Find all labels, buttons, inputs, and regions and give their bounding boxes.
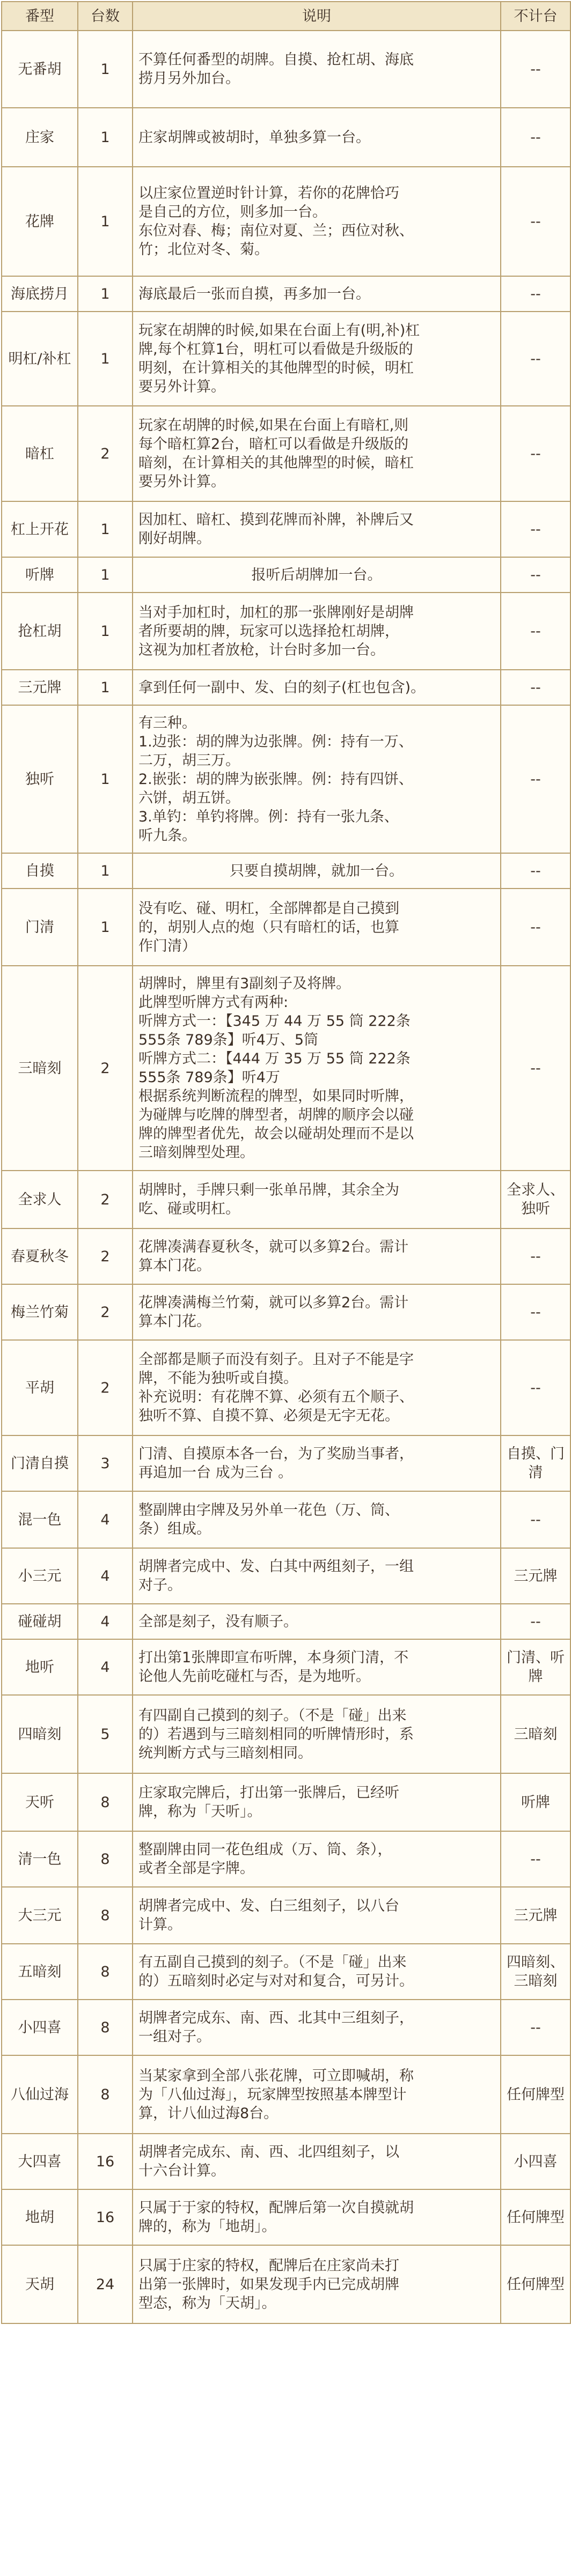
description-line: 为「八仙过海」，玩家牌型按照基本牌型计 bbox=[138, 2086, 407, 2103]
tai-count: 5 bbox=[78, 1695, 133, 1773]
description-line: 只属于庄家的特权，配牌后在庄家尚未打 bbox=[138, 2257, 399, 2274]
excluded-fan: -- bbox=[501, 889, 570, 966]
description-line: 吃、碰或明杠。 bbox=[138, 1201, 240, 1217]
fan-description bbox=[133, 2134, 501, 2189]
tai-count: 2 bbox=[78, 1228, 133, 1284]
fan-name: 清一色 bbox=[2, 1831, 78, 1887]
description-line: 统判断方式与三暗刻相同。 bbox=[138, 1744, 312, 1761]
fan-name: 天听 bbox=[2, 1773, 78, 1831]
fan-name: 自摸 bbox=[2, 853, 78, 889]
description-line: 这视为加杠者放枪，计台时多加一台。 bbox=[138, 641, 385, 658]
excluded-fan: -- bbox=[501, 557, 570, 593]
description-line: 不算任何番型的胡牌。自摸、抢杠胡、海底 bbox=[138, 51, 414, 68]
description-line: 全部是刻子，没有顺子。 bbox=[138, 1613, 298, 1630]
fan-description bbox=[133, 593, 501, 670]
fan-name: 八仙过海 bbox=[2, 2055, 78, 2134]
fan-description bbox=[133, 406, 501, 501]
fan-name: 明杠/补杠 bbox=[2, 312, 78, 406]
description-line: 论他人先前吃碰杠与否，是为地听。 bbox=[138, 1668, 370, 1685]
table-body bbox=[2, 31, 570, 2323]
fan-name: 三元牌 bbox=[2, 670, 78, 705]
tai-count: 1 bbox=[78, 705, 133, 853]
description-line: 一组对子。 bbox=[138, 2029, 211, 2045]
excluded-fan: 三元牌 bbox=[501, 1887, 570, 1944]
description-line: 没有吃、碰、明杠，全部牌都是自己摸到 bbox=[138, 900, 399, 917]
tai-count: 1 bbox=[78, 853, 133, 889]
description-line: 刚好胡牌。 bbox=[138, 530, 211, 547]
tai-count: 1 bbox=[78, 31, 133, 108]
tai-count: 1 bbox=[78, 670, 133, 705]
tai-count: 2 bbox=[78, 1284, 133, 1340]
description-line: 听牌方式一：【345 万 44 万 55 筒 222条 bbox=[138, 1013, 411, 1030]
excluded-fan: 三暗刻 bbox=[501, 1695, 570, 1773]
tai-count: 8 bbox=[78, 1773, 133, 1831]
description-line: 全部都是顺子而没有刻子。且对子不能是字 bbox=[138, 1351, 414, 1368]
excluded-fan: -- bbox=[501, 593, 570, 670]
description-line: 听九条。 bbox=[138, 827, 196, 844]
description-line: 拿到任何一副中、发、白的刻子(杠也包含)。 bbox=[138, 679, 426, 696]
excluded-fan: -- bbox=[501, 670, 570, 705]
table-row bbox=[2, 1639, 570, 1695]
excluded-fan: 四暗刻、三暗刻 bbox=[501, 1944, 570, 2000]
fan-description bbox=[133, 1604, 501, 1639]
table-row bbox=[2, 1773, 570, 1831]
tai-count: 16 bbox=[78, 2189, 133, 2245]
description-line: 有五副自己摸到的刻子。（不是「碰」出来 bbox=[138, 1954, 407, 1971]
description-line: 算本门花。 bbox=[138, 1257, 211, 1274]
description-line: 当某家拿到全部八张花牌，可立即喊胡，称 bbox=[138, 2067, 414, 2084]
fan-description bbox=[133, 966, 501, 1171]
fan-description bbox=[133, 1639, 501, 1695]
fan-name: 四暗刻 bbox=[2, 1695, 78, 1773]
tai-count: 8 bbox=[78, 1944, 133, 2000]
fan-name: 三暗刻 bbox=[2, 966, 78, 1171]
tai-count: 24 bbox=[78, 2245, 133, 2323]
excluded-fan: -- bbox=[501, 1228, 570, 1284]
excluded-fan: -- bbox=[501, 276, 570, 312]
fan-description bbox=[133, 1773, 501, 1831]
fan-description bbox=[133, 1491, 501, 1548]
fan-name: 全求人 bbox=[2, 1171, 78, 1228]
fan-name: 听牌 bbox=[2, 557, 78, 593]
fan-description bbox=[133, 1228, 501, 1284]
table-row bbox=[2, 1340, 570, 1435]
fan-description bbox=[133, 1831, 501, 1887]
excluded-fan: -- bbox=[501, 853, 570, 889]
description-line: 作门清） bbox=[138, 937, 196, 954]
description-line: 每个暗杠算2台，暗杠可以看做是升级版的 bbox=[138, 436, 409, 453]
description-line: 2.嵌张：胡的牌为嵌张牌。例：持有四饼、 bbox=[138, 771, 413, 788]
description-line: 的，胡别人点的炮（只有暗杠的话，也算 bbox=[138, 919, 399, 936]
description-line: 门清、自摸原本各一台，为了奖励当事者， bbox=[138, 1446, 414, 1462]
description-line: 花牌凑满春夏秋冬，就可以多算2台。需计 bbox=[138, 1239, 409, 1255]
description-line: 庄家取完牌后，打出第一张牌后，已经听 bbox=[138, 1785, 399, 1801]
description-line: 听牌方式二：【444 万 35 万 55 筒 222条 bbox=[138, 1050, 411, 1067]
description-line: 玩家在胡牌的时候,如果在台面上有暗杠,则 bbox=[138, 417, 409, 434]
tai-count: 1 bbox=[78, 167, 133, 276]
description-line: 算本门花。 bbox=[138, 1313, 211, 1330]
fan-name: 地胡 bbox=[2, 2189, 78, 2245]
tai-count: 1 bbox=[78, 889, 133, 966]
fan-name: 五暗刻 bbox=[2, 1944, 78, 2000]
excluded-fan: -- bbox=[501, 406, 570, 501]
description-line: 条）组成。 bbox=[138, 1521, 211, 1537]
description-line: 只要自摸胡牌，就加一台。 bbox=[230, 862, 404, 879]
excluded-fan: 门清、听牌 bbox=[501, 1639, 570, 1695]
description-line: 此牌型听牌方式有两种: bbox=[138, 994, 289, 1011]
excluded-fan: -- bbox=[501, 1491, 570, 1548]
table-row bbox=[2, 2245, 570, 2323]
table-row bbox=[2, 2189, 570, 2245]
description-line: 暗刻，在计算相关的其他牌型的时候，暗杠 bbox=[138, 455, 414, 471]
table-row bbox=[2, 670, 570, 705]
description-line: 三暗刻牌型处理。 bbox=[138, 1144, 254, 1161]
table-row bbox=[2, 167, 570, 276]
description-line: 二万，胡三万。 bbox=[138, 752, 240, 769]
excluded-fan: 三元牌 bbox=[501, 1548, 570, 1604]
fan-description bbox=[133, 2189, 501, 2245]
tai-count: 8 bbox=[78, 1887, 133, 1944]
description-line: 牌，称为「天听」。 bbox=[138, 1803, 262, 1820]
fan-name: 天胡 bbox=[2, 2245, 78, 2323]
tai-count: 1 bbox=[78, 312, 133, 406]
tai-count: 1 bbox=[78, 276, 133, 312]
fan-name: 大三元 bbox=[2, 1887, 78, 1944]
table-row bbox=[2, 853, 570, 889]
tai-count: 8 bbox=[78, 2000, 133, 2055]
fan-name: 海底捞月 bbox=[2, 276, 78, 312]
fan-description bbox=[133, 705, 501, 853]
description-line: 当对手加杠时，加杠的那一张牌刚好是胡牌 bbox=[138, 604, 414, 621]
fan-name: 春夏秋冬 bbox=[2, 1228, 78, 1284]
excluded-fan: -- bbox=[501, 1604, 570, 1639]
fan-name: 混一色 bbox=[2, 1491, 78, 1548]
description-line: 胡牌时，手牌只剩一张单吊牌，其余全为 bbox=[138, 1182, 399, 1198]
tai-count: 1 bbox=[78, 557, 133, 593]
description-line: 东位对春、梅；南位对夏、兰；西位对秋、 bbox=[138, 223, 414, 239]
fan-name: 花牌 bbox=[2, 167, 78, 276]
fan-description bbox=[133, 853, 501, 889]
excluded-fan: 自摸、门清 bbox=[501, 1435, 570, 1491]
description-line: 胡牌时，牌里有3副刻子及将牌。 bbox=[138, 975, 351, 992]
fan-description bbox=[133, 889, 501, 966]
description-line: 只属于于家的特权，配牌后第一次自摸就胡 bbox=[138, 2200, 414, 2216]
description-line: 的）五暗刻时必定与对对和复合，可另计。 bbox=[138, 1973, 414, 1989]
table-row bbox=[2, 705, 570, 853]
description-line: 捞月另外加台。 bbox=[138, 70, 240, 87]
table-row bbox=[2, 312, 570, 406]
fan-name: 暗杠 bbox=[2, 406, 78, 501]
fan-name: 无番胡 bbox=[2, 31, 78, 108]
fan-description bbox=[133, 1695, 501, 1773]
header-row bbox=[2, 2, 570, 31]
description-line: 或者全部是字牌。 bbox=[138, 1860, 254, 1877]
description-line: 的）若遇到与三暗刻相同的听牌情形时，系 bbox=[138, 1726, 414, 1743]
excluded-fan: -- bbox=[501, 108, 570, 167]
description-line: 是自己的方位，则多加一台。 bbox=[138, 204, 327, 220]
description-line: 牌的牌型者优先，故会以碰胡处理而不是以 bbox=[138, 1126, 414, 1142]
fan-description bbox=[133, 31, 501, 108]
fan-name: 抢杠胡 bbox=[2, 593, 78, 670]
fan-description bbox=[133, 1944, 501, 2000]
fan-description bbox=[133, 108, 501, 167]
description-line: 牌，不能为独听或自摸。 bbox=[138, 1370, 298, 1387]
fan-description bbox=[133, 1548, 501, 1604]
excluded-fan: -- bbox=[501, 2000, 570, 2055]
description-line: 要另外计算。 bbox=[138, 379, 225, 395]
description-line: 牌,每个杠算1台，明杠可以看做是升级版的 bbox=[138, 341, 413, 358]
description-line: 算，计八仙过海8台。 bbox=[138, 2105, 279, 2122]
tai-count: 4 bbox=[78, 1548, 133, 1604]
description-line: 出第一张牌时，如果发现手内已完成胡牌 bbox=[138, 2276, 399, 2293]
fan-description bbox=[133, 1887, 501, 1944]
description-line: 胡牌者完成中、发、白其中两组刻子，一组 bbox=[138, 1558, 414, 1575]
excluded-fan: -- bbox=[501, 705, 570, 853]
description-line: 补充说明：有花牌不算、必须有五个顺子、 bbox=[138, 1389, 414, 1405]
description-line: 以庄家位置逆时针计算，若你的花牌恰巧 bbox=[138, 185, 399, 202]
description-line: 打出第1张牌即宣布听牌，本身须门清，不 bbox=[138, 1649, 409, 1666]
excluded-fan: -- bbox=[501, 167, 570, 276]
excluded-fan: 任何牌型 bbox=[501, 2245, 570, 2323]
fan-description bbox=[133, 670, 501, 705]
fan-description bbox=[133, 2055, 501, 2134]
tai-count: 8 bbox=[78, 1831, 133, 1887]
table-row bbox=[2, 557, 570, 593]
tai-count: 3 bbox=[78, 1435, 133, 1491]
table-row bbox=[2, 1604, 570, 1639]
fan-description bbox=[133, 312, 501, 406]
table-row bbox=[2, 406, 570, 501]
tai-count: 8 bbox=[78, 2055, 133, 2134]
description-line: 花牌凑满梅兰竹菊，就可以多算2台。需计 bbox=[138, 1294, 409, 1311]
fan-description bbox=[133, 1340, 501, 1435]
description-line: 报听后胡牌加一台。 bbox=[251, 566, 382, 583]
tai-count: 2 bbox=[78, 966, 133, 1171]
excluded-fan: -- bbox=[501, 966, 570, 1171]
table-row bbox=[2, 2000, 570, 2055]
fan-name: 庄家 bbox=[2, 108, 78, 167]
description-line: 再追加一台 成为三台 。 bbox=[138, 1464, 293, 1481]
excluded-fan: -- bbox=[501, 1340, 570, 1435]
table-row bbox=[2, 1887, 570, 1944]
fan-description bbox=[133, 557, 501, 593]
table-row bbox=[2, 1435, 570, 1491]
excluded-fan: -- bbox=[501, 1831, 570, 1887]
header-description: 说明 bbox=[133, 2, 501, 31]
fan-name: 门清自摸 bbox=[2, 1435, 78, 1491]
table-row bbox=[2, 2134, 570, 2189]
table-row bbox=[2, 2055, 570, 2134]
description-line: 555条 789条】听4万 bbox=[138, 1069, 280, 1086]
description-line: 3.单钓：单钓将牌。例：持有一张九条、 bbox=[138, 808, 399, 825]
description-line: 胡牌者完成东、南、西、北其中三组刻子， bbox=[138, 2010, 414, 2026]
header-excluded: 不计台 bbox=[501, 2, 570, 31]
description-line: 十六台计算。 bbox=[138, 2163, 225, 2179]
fan-description bbox=[133, 1435, 501, 1491]
fan-name: 小三元 bbox=[2, 1548, 78, 1604]
description-line: 海底最后一张而自摸，再多加一台。 bbox=[138, 285, 370, 302]
fan-name: 平胡 bbox=[2, 1340, 78, 1435]
tai-count: 1 bbox=[78, 593, 133, 670]
fan-name: 独听 bbox=[2, 705, 78, 853]
fan-name: 碰碰胡 bbox=[2, 1604, 78, 1639]
description-line: 有三种。 bbox=[138, 714, 196, 731]
fan-name: 小四喜 bbox=[2, 2000, 78, 2055]
table-row bbox=[2, 1171, 570, 1228]
fan-name: 梅兰竹菊 bbox=[2, 1284, 78, 1340]
fan-name: 门清 bbox=[2, 889, 78, 966]
tai-count: 2 bbox=[78, 406, 133, 501]
fan-name: 杠上开花 bbox=[2, 501, 78, 557]
table-row bbox=[2, 1944, 570, 2000]
table-row bbox=[2, 593, 570, 670]
table-row bbox=[2, 276, 570, 312]
description-line: 独听不算、自摸不算、必须是无字无花。 bbox=[138, 1408, 399, 1424]
fan-description bbox=[133, 1171, 501, 1228]
fan-table bbox=[1, 1, 571, 2324]
table-row bbox=[2, 1548, 570, 1604]
description-line: 要另外计算。 bbox=[138, 473, 225, 490]
fan-description bbox=[133, 1284, 501, 1340]
excluded-fan: -- bbox=[501, 312, 570, 406]
table-row bbox=[2, 108, 570, 167]
tai-count: 2 bbox=[78, 1171, 133, 1228]
description-line: 1.边张：胡的牌为边张牌。例：持有一万、 bbox=[138, 733, 413, 750]
fan-description bbox=[133, 276, 501, 312]
tai-count: 1 bbox=[78, 108, 133, 167]
fan-name: 地听 bbox=[2, 1639, 78, 1695]
description-line: 牌的，称为「地胡」。 bbox=[138, 2218, 276, 2235]
description-line: 型态，称为「天胡」。 bbox=[138, 2294, 276, 2312]
excluded-fan: 任何牌型 bbox=[501, 2055, 570, 2134]
excluded-fan: -- bbox=[501, 501, 570, 557]
description-line: 庄家胡牌或被胡时，单独多算一台。 bbox=[138, 129, 370, 146]
fan-description bbox=[133, 167, 501, 276]
description-line: 555条 789条】听4万、5筒 bbox=[138, 1032, 319, 1048]
description-line: 整副牌由同一花色组成（万、筒、条）， bbox=[138, 1841, 392, 1858]
description-line: 六饼，胡五饼。 bbox=[138, 789, 240, 806]
excluded-fan: 小四喜 bbox=[501, 2134, 570, 2189]
tai-count: 4 bbox=[78, 1491, 133, 1548]
header-tai-count: 台数 bbox=[78, 2, 133, 31]
description-line: 明刻，在计算相关的其他牌型的时候，明杠 bbox=[138, 360, 414, 376]
description-line: 根据系统判断流程的牌型，如果同时听牌， bbox=[138, 1088, 414, 1105]
table-row bbox=[2, 966, 570, 1171]
tai-count: 4 bbox=[78, 1639, 133, 1695]
excluded-fan: -- bbox=[501, 31, 570, 108]
description-line: 整副牌由字牌及另外单一花色（万、筒、 bbox=[138, 1502, 399, 1519]
fan-description bbox=[133, 501, 501, 557]
table-row bbox=[2, 501, 570, 557]
description-line: 为碰牌与吃牌的牌型者，胡牌的顺序会以碰 bbox=[138, 1107, 414, 1123]
table-row bbox=[2, 1284, 570, 1340]
tai-count: 4 bbox=[78, 1604, 133, 1639]
table-row bbox=[2, 31, 570, 108]
excluded-fan: 听牌 bbox=[501, 1773, 570, 1831]
table-row bbox=[2, 1831, 570, 1887]
excluded-fan: 全求人、独听 bbox=[501, 1171, 570, 1228]
description-line: 对子。 bbox=[138, 1577, 182, 1594]
description-line: 胡牌者完成中、发、白三组刻子，以八台 bbox=[138, 1898, 399, 1914]
header-fan-type: 番型 bbox=[2, 2, 78, 31]
description-line: 因加杠、暗杠、摸到花牌而补牌，补牌后又 bbox=[138, 512, 414, 528]
excluded-fan: -- bbox=[501, 1284, 570, 1340]
table-row bbox=[2, 1491, 570, 1548]
fan-description bbox=[133, 2245, 501, 2323]
tai-count: 16 bbox=[78, 2134, 133, 2189]
fan-name: 大四喜 bbox=[2, 2134, 78, 2189]
excluded-fan: 任何牌型 bbox=[501, 2189, 570, 2245]
description-line: 有四副自己摸到的刻子。（不是「碰」出来 bbox=[138, 1707, 407, 1724]
tai-count: 2 bbox=[78, 1340, 133, 1435]
description-line: 者所要胡的牌，玩家可以选择抢杠胡牌， bbox=[138, 623, 399, 640]
table-row bbox=[2, 1695, 570, 1773]
table-row bbox=[2, 1228, 570, 1284]
table-row bbox=[2, 889, 570, 966]
description-line: 玩家在胡牌的时候,如果在台面上有(明,补)杠 bbox=[138, 322, 420, 339]
description-line: 胡牌者完成东、南、西、北四组刻子，以 bbox=[138, 2144, 399, 2160]
fan-description bbox=[133, 2000, 501, 2055]
tai-count: 1 bbox=[78, 501, 133, 557]
description-line: 竹；北位对冬、菊。 bbox=[138, 241, 269, 258]
description-line: 计算。 bbox=[138, 1916, 182, 1933]
